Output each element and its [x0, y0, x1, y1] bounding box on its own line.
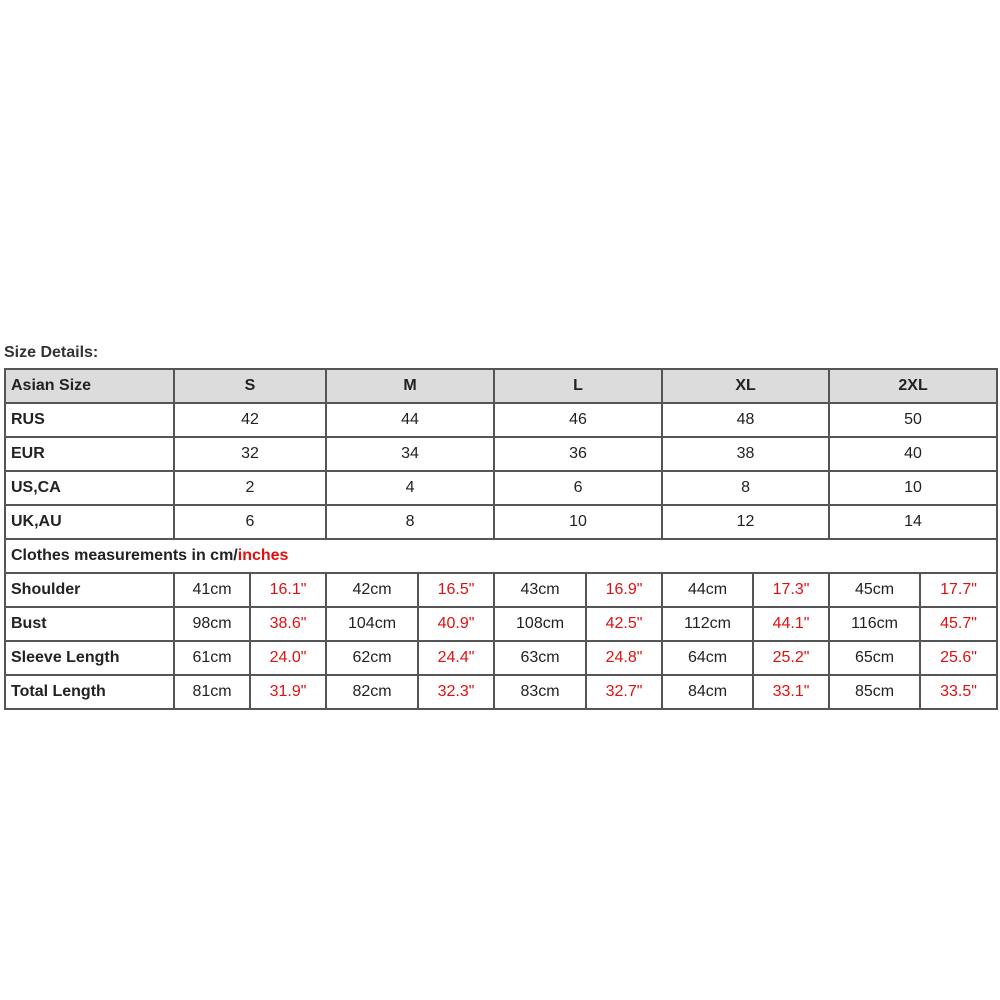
measurement-row: [6, 608, 998, 642]
cm-cell: 65cm: [830, 642, 921, 676]
measurements-title-prefix: Clothes measurements in cm/: [11, 547, 238, 564]
cm-cell: 44cm: [663, 574, 754, 608]
size-header-2xl: 2XL: [830, 370, 998, 404]
row-label: RUS: [6, 404, 175, 438]
conversion-row: [6, 506, 998, 540]
cm-cell: 41cm: [175, 574, 251, 608]
cm-cell: 85cm: [830, 676, 921, 710]
inch-cell: 40.9": [419, 608, 495, 642]
conversion-cell: 10: [830, 472, 998, 506]
cm-cell: 61cm: [175, 642, 251, 676]
cm-cell: 108cm: [495, 608, 587, 642]
conversion-row: [6, 472, 998, 506]
inch-cell: 16.9": [587, 574, 663, 608]
page-title: Size Details:: [4, 344, 99, 361]
cm-cell: 104cm: [327, 608, 419, 642]
conversion-cell: 6: [175, 506, 327, 540]
inch-cell: 45.7": [921, 608, 998, 642]
cm-cell: 64cm: [663, 642, 754, 676]
conversion-cell: 46: [495, 404, 663, 438]
inch-cell: 24.4": [419, 642, 495, 676]
row-label: US,CA: [6, 472, 175, 506]
measurements-section-title: [6, 540, 998, 574]
row-label: Sleeve Length: [6, 642, 175, 676]
asian-size-label: Asian Size: [6, 370, 175, 404]
header-row: [6, 370, 998, 404]
conversion-cell: 4: [327, 472, 495, 506]
conversion-cell: 40: [830, 438, 998, 472]
conversion-cell: 32: [175, 438, 327, 472]
measurements-title-highlight: inches: [237, 547, 289, 564]
cm-cell: 81cm: [175, 676, 251, 710]
row-label: Bust: [6, 608, 175, 642]
inch-cell: 25.2": [754, 642, 830, 676]
inch-cell: 44.1": [754, 608, 830, 642]
conversion-cell: 48: [663, 404, 830, 438]
conversion-cell: 2: [175, 472, 327, 506]
inch-cell: 25.6": [921, 642, 998, 676]
inch-cell: 33.5": [921, 676, 998, 710]
cm-cell: 45cm: [830, 574, 921, 608]
size-header-l: L: [495, 370, 663, 404]
inch-cell: 16.5": [419, 574, 495, 608]
inch-cell: 38.6": [251, 608, 327, 642]
conversion-cell: 44: [327, 404, 495, 438]
cm-cell: 83cm: [495, 676, 587, 710]
inch-cell: 16.1": [251, 574, 327, 608]
row-label: Shoulder: [6, 574, 175, 608]
cm-cell: 63cm: [495, 642, 587, 676]
conversion-cell: 8: [663, 472, 830, 506]
conversion-row: [6, 404, 998, 438]
inch-cell: 32.7": [587, 676, 663, 710]
inch-cell: 42.5": [587, 608, 663, 642]
measurement-row: [6, 642, 998, 676]
inch-cell: 31.9": [251, 676, 327, 710]
inch-cell: 32.3": [419, 676, 495, 710]
inch-cell: 17.3": [754, 574, 830, 608]
measurements-section-row: [6, 540, 998, 574]
cm-cell: 112cm: [663, 608, 754, 642]
inch-cell: 17.7": [921, 574, 998, 608]
inch-cell: 24.0": [251, 642, 327, 676]
measurement-row: [6, 676, 998, 710]
measurement-row: [6, 574, 998, 608]
conversion-cell: 34: [327, 438, 495, 472]
row-label: EUR: [6, 438, 175, 472]
cm-cell: 98cm: [175, 608, 251, 642]
size-header-s: S: [175, 370, 327, 404]
conversion-cell: 38: [663, 438, 830, 472]
cm-cell: 84cm: [663, 676, 754, 710]
size-header-xl: XL: [663, 370, 830, 404]
size-chart-table: [4, 368, 998, 710]
row-label: Total Length: [6, 676, 175, 710]
cm-cell: 42cm: [327, 574, 419, 608]
conversion-cell: 8: [327, 506, 495, 540]
row-label: UK,AU: [6, 506, 175, 540]
cm-cell: 43cm: [495, 574, 587, 608]
inch-cell: 24.8": [587, 642, 663, 676]
conversion-cell: 12: [663, 506, 830, 540]
measurement-rows: [6, 574, 998, 710]
cm-cell: 116cm: [830, 608, 921, 642]
cm-cell: 62cm: [327, 642, 419, 676]
conversion-cell: 6: [495, 472, 663, 506]
conversion-cell: 50: [830, 404, 998, 438]
size-header-m: M: [327, 370, 495, 404]
conversion-cell: 36: [495, 438, 663, 472]
conversion-row: [6, 438, 998, 472]
conversion-cell: 42: [175, 404, 327, 438]
conversion-cell: 14: [830, 506, 998, 540]
inch-cell: 33.1": [754, 676, 830, 710]
conversion-rows: [6, 404, 998, 540]
cm-cell: 82cm: [327, 676, 419, 710]
conversion-cell: 10: [495, 506, 663, 540]
